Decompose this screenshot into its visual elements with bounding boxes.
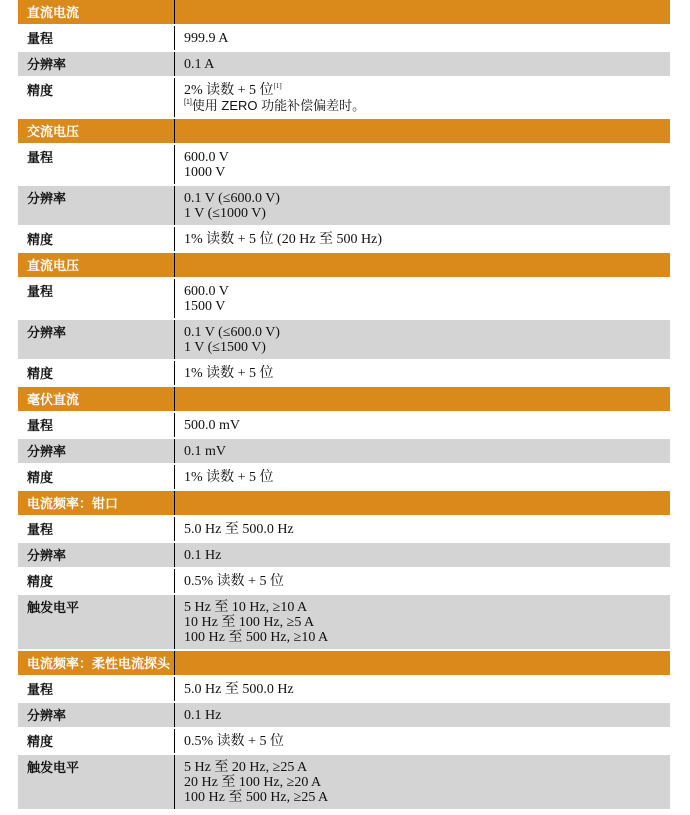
value-line	[184, 630, 670, 645]
spec-label: 精度	[18, 569, 175, 593]
spec-label: 精度	[18, 78, 175, 117]
spec-label: 分辨率	[18, 320, 175, 359]
value-text: 0.5% 读数 + 5 位	[184, 574, 285, 589]
spec-row	[18, 729, 670, 755]
footnote-line	[184, 98, 670, 113]
section-header	[18, 651, 670, 677]
spec-value	[175, 227, 670, 251]
value-line	[184, 470, 670, 485]
spec-row	[18, 755, 670, 811]
spec-value	[175, 52, 670, 76]
spec-label: 分辨率	[18, 543, 175, 567]
spec-row	[18, 703, 670, 729]
section-header	[18, 253, 670, 279]
value-line	[184, 775, 670, 790]
spec-value	[175, 439, 670, 463]
spec-value	[175, 677, 670, 701]
section-title: 直流电压	[18, 253, 175, 277]
value-text: 5.0 Hz 至 500.0 Hz	[184, 682, 294, 697]
value-line	[184, 57, 670, 72]
value-line	[184, 150, 670, 165]
section-header	[18, 119, 670, 145]
spec-row	[18, 320, 670, 361]
spec-label: 精度	[18, 361, 175, 385]
section-title: 电流频率：钳口	[18, 491, 175, 515]
value-line	[184, 418, 670, 433]
value-text: 1500 V	[184, 299, 226, 314]
value-line	[184, 615, 670, 630]
section-header-spacer	[175, 253, 670, 277]
spec-label: 分辨率	[18, 439, 175, 463]
section-header	[18, 0, 670, 26]
value-line	[184, 760, 670, 775]
value-line	[184, 366, 670, 381]
section-header-spacer	[175, 387, 670, 411]
spec-value	[175, 465, 670, 489]
spec-label: 量程	[18, 677, 175, 701]
value-text: 20 Hz 至 100 Hz, ≥20 A	[184, 775, 322, 790]
value-text: 1% 读数 + 5 位	[184, 366, 274, 381]
spec-label: 量程	[18, 145, 175, 184]
value-text: 1 V (≤1500 V)	[184, 340, 266, 355]
spec-row	[18, 517, 670, 543]
section-header	[18, 387, 670, 413]
spec-row	[18, 145, 670, 186]
spec-label: 精度	[18, 729, 175, 753]
spec-value	[175, 569, 670, 593]
value-text: 0.5% 读数 + 5 位	[184, 734, 285, 749]
spec-label: 触发电平	[18, 595, 175, 649]
value-line	[184, 340, 670, 355]
spec-value	[175, 703, 670, 727]
spec-row	[18, 227, 670, 253]
spec-value	[175, 543, 670, 567]
spec-row	[18, 52, 670, 78]
spec-label: 精度	[18, 227, 175, 251]
value-line	[184, 299, 670, 314]
value-line	[184, 191, 670, 206]
value-text: 5 Hz 至 10 Hz, ≥10 A	[184, 600, 308, 615]
spec-label: 量程	[18, 279, 175, 318]
spec-row	[18, 186, 670, 227]
spec-row	[18, 677, 670, 703]
section-title: 电流频率：柔性电流探头	[18, 651, 175, 675]
value-text: 1% 读数 + 5 位 (20 Hz 至 500 Hz)	[184, 232, 383, 247]
spec-label: 分辨率	[18, 186, 175, 225]
value-line	[184, 31, 670, 46]
spec-label: 精度	[18, 465, 175, 489]
spec-value	[175, 279, 670, 318]
value-text: 10 Hz 至 100 Hz, ≥5 A	[184, 615, 315, 630]
footnote-text: 使用 ZERO 功能补偿偏差时。	[191, 98, 366, 113]
section-header-spacer	[175, 651, 670, 675]
value-text: 600.0 V	[184, 150, 229, 165]
value-line	[184, 734, 670, 749]
value-text: 600.0 V	[184, 284, 229, 299]
value-line	[184, 574, 670, 589]
spec-value	[175, 186, 670, 225]
value-text: 100 Hz 至 500 Hz, ≥10 A	[184, 630, 329, 645]
section-header	[18, 491, 670, 517]
value-line	[184, 708, 670, 723]
spec-label: 分辨率	[18, 52, 175, 76]
value-line	[184, 548, 670, 563]
spec-row	[18, 465, 670, 491]
spec-row	[18, 543, 670, 569]
value-text: 1000 V	[184, 165, 226, 180]
section-header-spacer	[175, 0, 670, 24]
value-text: 0.1 Hz	[184, 708, 222, 723]
spec-row	[18, 26, 670, 52]
spec-row	[18, 78, 670, 119]
section-title: 毫伏直流	[18, 387, 175, 411]
spec-table	[18, 0, 670, 811]
value-text: 5 Hz 至 20 Hz, ≥25 A	[184, 760, 308, 775]
value-text: 0.1 V (≤600.0 V)	[184, 191, 280, 206]
spec-row	[18, 361, 670, 387]
spec-row	[18, 595, 670, 651]
spec-label: 量程	[18, 517, 175, 541]
value-line	[184, 284, 670, 299]
spec-value	[175, 729, 670, 753]
value-line	[184, 83, 670, 98]
spec-value	[175, 755, 670, 809]
value-text: 2% 读数 + 5 位	[184, 83, 274, 98]
spec-value	[175, 145, 670, 184]
value-line	[184, 232, 670, 247]
value-text: 0.1 Hz	[184, 548, 222, 563]
section-title: 交流电压	[18, 119, 175, 143]
value-line	[184, 325, 670, 340]
spec-label: 量程	[18, 26, 175, 50]
value-line	[184, 206, 670, 221]
footnote-marker: [1]	[273, 82, 282, 90]
value-line	[184, 522, 670, 537]
value-text: 999.9 A	[184, 31, 229, 46]
spec-value	[175, 320, 670, 359]
value-text: 0.1 mV	[184, 444, 226, 459]
spec-value	[175, 361, 670, 385]
value-text: 1 V (≤1000 V)	[184, 206, 266, 221]
spec-value	[175, 413, 670, 437]
value-line	[184, 444, 670, 459]
value-text: 500.0 mV	[184, 418, 240, 433]
value-line	[184, 165, 670, 180]
value-line	[184, 600, 670, 615]
section-header-spacer	[175, 119, 670, 143]
value-text: 5.0 Hz 至 500.0 Hz	[184, 522, 294, 537]
spec-row	[18, 569, 670, 595]
spec-value	[175, 26, 670, 50]
footnote-mark: [1]	[184, 99, 192, 106]
value-line	[184, 790, 670, 805]
spec-label: 触发电平	[18, 755, 175, 809]
spec-label: 分辨率	[18, 703, 175, 727]
value-text: 100 Hz 至 500 Hz, ≥25 A	[184, 790, 329, 805]
spec-value	[175, 595, 670, 649]
spec-value	[175, 78, 670, 117]
section-header-spacer	[175, 491, 670, 515]
value-line	[184, 682, 670, 697]
section-title: 直流电流	[18, 0, 175, 24]
spec-row	[18, 413, 670, 439]
value-text: 0.1 V (≤600.0 V)	[184, 325, 280, 340]
spec-row	[18, 439, 670, 465]
spec-value	[175, 517, 670, 541]
value-text: 0.1 A	[184, 57, 215, 72]
value-text: 1% 读数 + 5 位	[184, 470, 274, 485]
spec-label: 量程	[18, 413, 175, 437]
spec-row	[18, 279, 670, 320]
